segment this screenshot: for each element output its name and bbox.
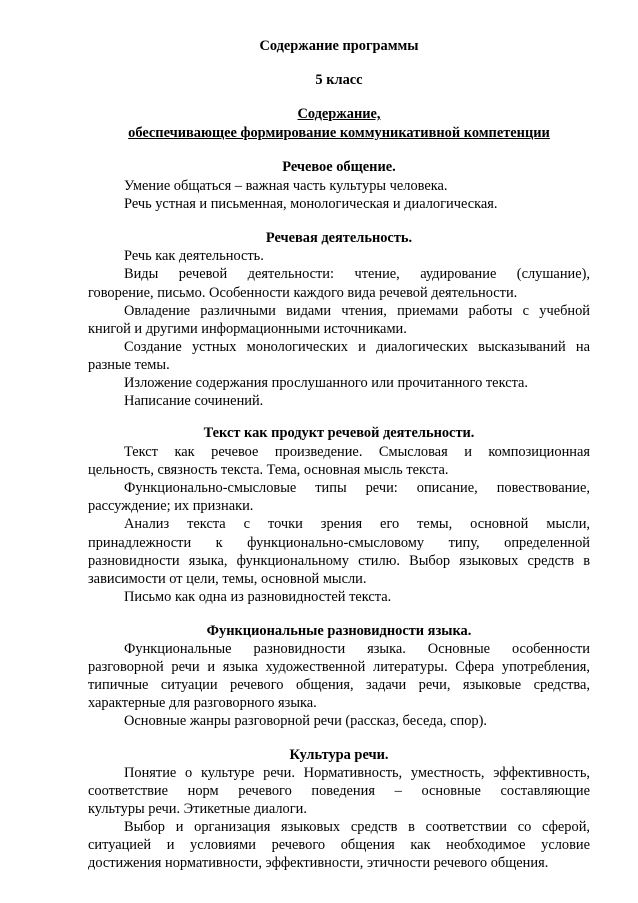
paragraph-line: достижения нормативности, эффективности, этичности речевого общения. bbox=[88, 855, 549, 871]
paragraph-line: Умение общаться – важная часть культуры человека. bbox=[124, 178, 448, 194]
section-heading: Функциональные разновидности языка. bbox=[206, 623, 472, 639]
paragraph-line: рассуждение; их признаки. bbox=[88, 498, 254, 514]
document-title: Содержание программы bbox=[259, 38, 419, 54]
paragraph-line: Выбор и организация языковых средств в соответствии со сферой, bbox=[124, 819, 590, 835]
paragraph-line: соответствие норм речевого поведения – основные составляющие bbox=[88, 783, 590, 799]
paragraph-line: Речь устная и письменная, монологическая и диалогическая. bbox=[124, 196, 498, 212]
paragraph-line: книгой и другими информационными источниками. bbox=[88, 321, 407, 337]
paragraph-line: Анализ текста с точки зрения его темы, основной мысли, bbox=[124, 516, 590, 532]
paragraph-line: цельность, связность текста. Тема, основная мысль текста. bbox=[88, 462, 449, 478]
paragraph-line: Понятие о культуре речи. Нормативность, уместность, эффективность, bbox=[124, 765, 590, 781]
paragraph-line: характерные для разговорного языка. bbox=[88, 695, 317, 711]
section-heading: Текст как продукт речевой деятельности. bbox=[203, 425, 475, 441]
paragraph-line: ситуацией и условиями речевого общения как необходимое условие bbox=[88, 837, 590, 853]
paragraph-line: зависимости от цели, темы, основной мысли. bbox=[88, 571, 367, 587]
section-heading: Речевая деятельность. bbox=[265, 230, 413, 246]
paragraph-line: Текст как речевое произведение. Смысловая и композиционная bbox=[124, 444, 590, 460]
paragraph-line: разновидности языка, функциональному стилю. Выбор языковых средств в bbox=[88, 553, 590, 569]
paragraph-line: Изложение содержания прослушанного или прочитанного текста. bbox=[124, 375, 529, 391]
paragraph-line: Основные жанры разговорной речи (рассказ, беседа, спор). bbox=[124, 713, 487, 729]
paragraph-line: Функционально-смысловые типы речи: описание, повествование, bbox=[124, 480, 590, 496]
paragraph-line: Написание сочинений. bbox=[124, 393, 264, 409]
grade-label: 5 класс bbox=[315, 72, 363, 88]
paragraph-line: говорение, письмо. Особенности каждого вида речевой деятельности. bbox=[88, 285, 518, 301]
paragraph-line: типичные ситуации речевого общения, задачи речи, языковые средства, bbox=[88, 677, 590, 693]
paragraph-line: Виды речевой деятельности: чтение, аудирование (слушание), bbox=[124, 266, 590, 282]
section-heading: Речевое общение. bbox=[282, 159, 396, 175]
section-heading: Культура речи. bbox=[289, 747, 389, 763]
paragraph-line: Овладение различными видами чтения, приемами работы с учебной bbox=[124, 303, 590, 319]
paragraph-line: Речь как деятельность. bbox=[124, 248, 264, 264]
paragraph-line: Создание устных монологических и диалогических высказываний на bbox=[124, 339, 590, 355]
paragraph-line: Письмо как одна из разновидностей текста. bbox=[124, 589, 392, 605]
section-title-line-2: обеспечивающее формирование коммуникативной компетенции bbox=[128, 125, 550, 141]
paragraph-line: культуры речи. Этикетные диалоги. bbox=[88, 801, 307, 817]
section-title-line-1: Содержание, bbox=[297, 106, 381, 122]
paragraph-line: разговорной речи и языка художественной литературы. Сфера употребления, bbox=[88, 659, 590, 675]
paragraph-line: разные темы. bbox=[88, 357, 170, 373]
paragraph-line: принадлежности к функционально-смысловому типу, определенной bbox=[88, 535, 590, 551]
paragraph-line: Функциональные разновидности языка. Основные особенности bbox=[124, 641, 590, 657]
